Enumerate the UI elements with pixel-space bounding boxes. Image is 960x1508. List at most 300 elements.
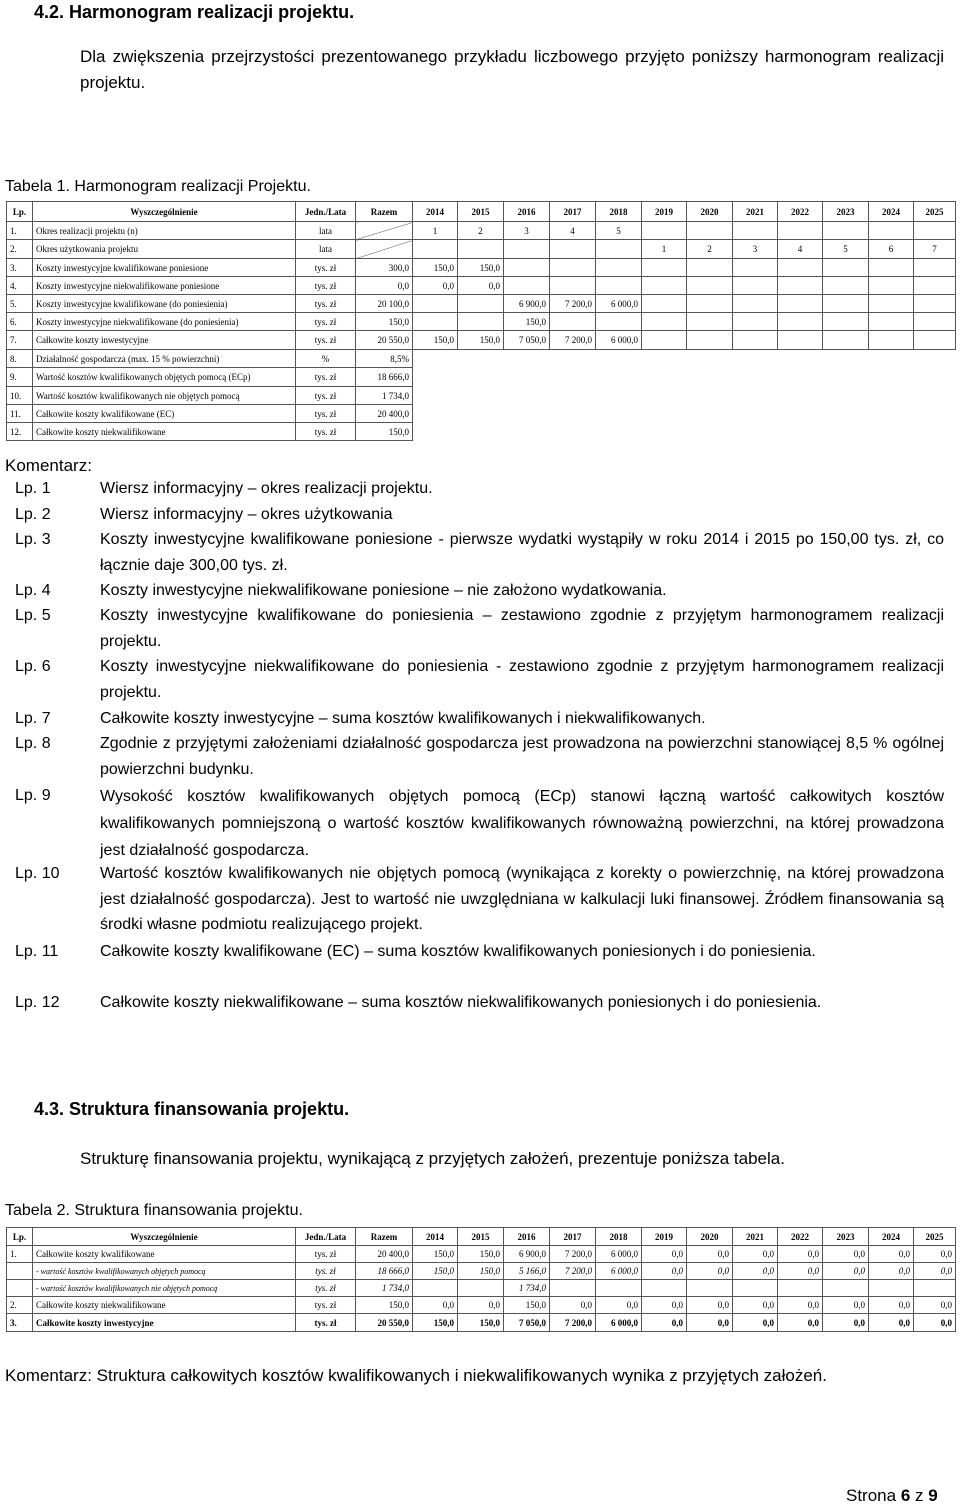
table-row [7,295,956,313]
table-cell [778,259,823,277]
header-cell: 2015 [458,1228,504,1246]
section-heading-4-2: 4.2. Harmonogram realizacji projektu. [34,2,355,22]
table-cell: 6 000,0 [596,1263,642,1280]
comment-lp: Lp. 4 [15,582,51,599]
table-cell [687,295,733,313]
header-cell: Jedn./Lata [296,1228,356,1246]
financing-table-body [7,1246,956,1332]
table-cell: 0,0 [733,1314,778,1332]
table-cell [778,313,823,331]
header-cell: Razem [356,1228,413,1246]
table-cell: 150,0 [458,1263,504,1280]
table-cell: 0,0 [914,1263,956,1280]
table-cell: tys. zł [296,1246,356,1263]
table-cell [869,313,914,331]
comment-text: Koszty inwestycyjne kwalifikowane do poniesienia – zestawiono zgodnie z przyjętym harmonogramem realizacji projektu. [100,607,944,650]
table-cell: 0,0 [869,1297,914,1314]
table-cell: tys. zł [296,368,356,387]
table-cell: 0,0 [642,1263,687,1280]
table-cell [550,1280,596,1297]
table-cell: 0,0 [458,277,504,295]
header-cell: 2023 [823,1228,869,1246]
table-cell [413,1280,458,1297]
table-cell: Koszty inwestycyjne niekwalifikowane poniesione [33,277,296,295]
header-cell: 2017 [550,1228,596,1246]
table-row [7,423,956,441]
page-number [846,1486,938,1506]
header-cell: 2021 [733,202,778,222]
current-page: 6 [900,1486,911,1505]
table-cell [778,295,823,313]
table-cell [823,259,869,277]
comment-text: Całkowite koszty kwalifikowane (EC) – suma kosztów kwalifikowanych poniesionych i do poniesienia. [100,943,816,960]
comment-lp: Lp. 1 [15,480,51,497]
table-cell [596,259,642,277]
table-cell: 0,0 [778,1263,823,1280]
table-cell: 4 [778,240,823,259]
table-cell: 1 734,0 [504,1280,550,1297]
table-cell: 150,0 [458,331,504,350]
page-label: Strona [846,1486,901,1505]
table-cell [458,313,504,331]
table-cell [778,331,823,350]
table-cell: 150,0 [458,259,504,277]
table-cell: 0,0 [356,277,413,295]
table-cell: tys. zł [296,405,356,423]
comment-lp: Lp. 12 [15,994,60,1011]
table-cell: 0,0 [914,1314,956,1332]
table-cell [778,1280,823,1297]
table-cell: Koszty inwestycyjne niekwalifikowane (do poniesienia) [33,313,296,331]
table-cell: 5 [823,240,869,259]
schedule-table-body [7,222,956,441]
table-row [7,313,956,331]
table-cell: 6 000,0 [596,331,642,350]
table-cell [733,331,778,350]
table-cell [733,1280,778,1297]
table-cell: tys. zł [296,259,356,277]
header-cell: 2024 [869,1228,914,1246]
table-cell: 4. [7,277,33,295]
table-cell [823,277,869,295]
table-cell: 150,0 [458,1246,504,1263]
table-row [7,1314,956,1332]
header-cell: Wyszczególnienie [33,202,296,222]
section-4-3-intro: Strukturę finansowania projektu, wynikającą z przyjętych założeń, prezentuje poniższa tabela. [80,1149,785,1168]
table-cell: 3 [504,222,550,240]
table-cell: 1 734,0 [356,1280,413,1297]
header-cell: 2022 [778,1228,823,1246]
table-header-row [7,202,956,222]
table-cell: 1. [7,222,33,240]
table-cell: 1 734,0 [356,387,413,405]
table-cell: Całkowite koszty inwestycyjne [33,1314,296,1332]
table-cell: Wartość kosztów kwalifikowanych nie objętych pomocą [33,387,296,405]
table-cell: 0,0 [733,1246,778,1263]
table-cell: 18 666,0 [356,368,413,387]
comment-text: Koszty inwestycyjne niekwalifikowane do poniesienia - zestawiono zgodnie z przyjętym harmonogramem realizacji projektu. [100,658,944,701]
table-cell [7,1280,33,1297]
table-cell [733,313,778,331]
table-cell: 150,0 [356,1297,413,1314]
table-cell: 20 550,0 [356,331,413,350]
table-cell: 20 100,0 [356,295,413,313]
table-cell: Koszty inwestycyjne kwalifikowane (do poniesienia) [33,295,296,313]
table-cell: 0,0 [596,1297,642,1314]
table-row [7,350,956,368]
comment-text: Wiersz informacyjny – okres realizacji projektu. [100,480,433,497]
table-cell [733,295,778,313]
table-cell [642,222,687,240]
table-cell: - wartość kosztów kwalifikowanych nie objętych pomocą [33,1280,296,1297]
table-cell [823,331,869,350]
table-cell: 20 400,0 [356,405,413,423]
table-cell: Wartość kosztów kwalifikowanych objętych pomocą (ECp) [33,368,296,387]
table-cell [823,313,869,331]
table-cell: 0,0 [914,1297,956,1314]
table-cell [642,331,687,350]
table-cell [413,313,458,331]
page-of: z [910,1486,929,1505]
table-cell: 3. [7,1314,33,1332]
table-cell: 150,0 [356,313,413,331]
table-cell [413,240,458,259]
table-cell [914,1280,956,1297]
table-cell [413,295,458,313]
table-cell [733,222,778,240]
table-cell: 6 000,0 [596,295,642,313]
table-cell: 0,0 [687,1297,733,1314]
table-cell [550,313,596,331]
table-cell [642,295,687,313]
header-cell: Jedn./Lata [296,202,356,222]
table-cell: 6 [869,240,914,259]
table-cell: 0,0 [778,1314,823,1332]
table-cell [642,259,687,277]
table-cell [356,222,413,240]
table-cell: 4 [550,222,596,240]
table-cell [823,1280,869,1297]
comment-list [0,476,960,1046]
table-cell [504,277,550,295]
table-cell: 2 [458,222,504,240]
header-cell: 2022 [778,202,823,222]
table-cell: 0,0 [687,1246,733,1263]
table-cell: Całkowite koszty niekwalifikowane [33,423,296,441]
header-cell: 2020 [687,1228,733,1246]
comment-lp: Lp. 3 [15,531,51,548]
table-cell [914,331,956,350]
header-cell: 2016 [504,1228,550,1246]
table-cell: 0,0 [733,1263,778,1280]
table-row [7,1246,956,1263]
header-cell: 2019 [642,1228,687,1246]
table-cell [642,313,687,331]
table-cell: 18 666,0 [356,1263,413,1280]
table-cell: 11. [7,405,33,423]
table-cell: tys. zł [296,387,356,405]
header-cell: 2021 [733,1228,778,1246]
table-cell [550,240,596,259]
section-heading-4-3: 4.3. Struktura finansowania projektu. [34,1099,350,1119]
table-cell [356,240,413,259]
table-cell: 2. [7,240,33,259]
header-cell: 2020 [687,202,733,222]
header-cell: 2015 [458,202,504,222]
financing-comment: Komentarz: Struktura całkowitych kosztów kwalifikowanych i niekwalifikowanych wynika z przyjętych założeń. [5,1366,827,1385]
table-cell [550,277,596,295]
table-cell [642,1280,687,1297]
table-cell: 3. [7,259,33,277]
table-cell: Całkowite koszty kwalifikowane (EC) [33,405,296,423]
table-cell: tys. zł [296,1263,356,1280]
table-row [7,1280,956,1297]
comment-text: Wysokość kosztów kwalifikowanych objętych pomocą (ECp) stanowi łączną wartość całkowitych kosztów kwalifikowanych pomniejszoną o wartość kosztów kwalifikowanych równoważną powierzchni, na której prowadzona jest działalność gospodarcza. [100,788,944,859]
table-cell: 150,0 [413,259,458,277]
table-cell [687,277,733,295]
table-cell: 7 200,0 [550,331,596,350]
table-cell: 12. [7,423,33,441]
table-cell: 0,0 [778,1297,823,1314]
table1-caption: Tabela 1. Harmonogram realizacji Projektu. [5,178,311,195]
header-cell: 2025 [914,202,956,222]
table-cell: tys. zł [296,277,356,295]
table-cell: tys. zł [296,1280,356,1297]
table-cell: 7 050,0 [504,331,550,350]
table-cell [869,277,914,295]
table-cell: 6 900,0 [504,295,550,313]
comment-text: Koszty inwestycyjne kwalifikowane poniesione - pierwsze wydatki wystąpiły w roku 2014 i 2015 po 150,00 tys. zł, co łącznie daje 300,00 tys. zł. [100,531,944,574]
comment-text: Zgodnie z przyjętymi założeniami działalność gospodarcza jest prowadzona na powierzchni stanowiącej 8,5 % ogólnej powierzchni budynku. [100,735,944,778]
header-cell: Wyszczególnienie [33,1228,296,1246]
table-row [7,387,956,405]
table-cell: 9. [7,368,33,387]
table-cell: 3 [733,240,778,259]
header-cell: 2025 [914,1228,956,1246]
table-cell [596,277,642,295]
table-cell [687,1280,733,1297]
table-cell [687,331,733,350]
table-cell: 10. [7,387,33,405]
table-cell [550,259,596,277]
table-cell: 0,0 [823,1314,869,1332]
table-cell: 0,0 [413,1297,458,1314]
comment-lp: Lp. 11 [15,943,59,960]
table-cell: 150,0 [504,1297,550,1314]
table-cell: 0,0 [914,1246,956,1263]
table-cell: Okres realizacji projektu (n) [33,222,296,240]
table-cell: 0,0 [823,1297,869,1314]
table-cell: 0,0 [642,1297,687,1314]
table-cell: Całkowite koszty kwalifikowane [33,1246,296,1263]
table-cell: 7 200,0 [550,295,596,313]
comment-text: Całkowite koszty inwestycyjne – suma kosztów kwalifikowanych i niekwalifikowanych. [100,710,706,727]
table-cell [869,222,914,240]
table2-caption: Tabela 2. Struktura finansowania projektu. [5,1202,303,1219]
table-cell: tys. zł [296,331,356,350]
comment-text: Całkowite koszty niekwalifikowane – suma kosztów niekwalifikowanych poniesionych i do poniesienia. [100,994,822,1011]
comment-lp: Lp. 6 [15,658,51,675]
table-cell: 0,0 [778,1246,823,1263]
table-cell: % [296,350,356,368]
table-cell [733,277,778,295]
comment-text: Wiersz informacyjny – okres użytkowania [100,506,393,523]
table-cell [914,277,956,295]
table-cell: 7. [7,331,33,350]
table-cell [778,277,823,295]
table-cell: Całkowite koszty inwestycyjne [33,331,296,350]
table-cell: 150,0 [504,313,550,331]
table-cell [504,240,550,259]
table-cell: 0,0 [642,1246,687,1263]
table-cell: 5 166,0 [504,1263,550,1280]
table-cell: 150,0 [458,1314,504,1332]
table-cell [914,295,956,313]
table-cell [869,295,914,313]
table-cell: 300,0 [356,259,413,277]
header-cell: Lp. [7,202,33,222]
table-cell: lata [296,222,356,240]
table-cell [869,331,914,350]
table-cell: tys. zł [296,313,356,331]
table-row [7,222,956,240]
table-cell: 5 [596,222,642,240]
table-cell: tys. zł [296,423,356,441]
comment-lp: Lp. 5 [15,607,51,624]
table-cell: 0,0 [869,1246,914,1263]
table-cell: 0,0 [869,1263,914,1280]
table-cell: 0,0 [413,277,458,295]
comment-lp: Lp. 9 [15,787,51,804]
table-cell [914,259,956,277]
table-cell: lata [296,240,356,259]
table-row [7,1263,956,1280]
financing-table [6,1227,956,1332]
table-cell [823,295,869,313]
table-cell [823,222,869,240]
table-row [7,331,956,350]
table-cell: tys. zł [296,1297,356,1314]
table-header-row [7,1228,956,1246]
table-cell: 7 200,0 [550,1246,596,1263]
table-cell: tys. zł [296,295,356,313]
table-cell: 6 900,0 [504,1246,550,1263]
table-cell [596,1280,642,1297]
table-cell [914,222,956,240]
table-cell: 6. [7,313,33,331]
table-cell: 0,0 [550,1297,596,1314]
table-cell [596,240,642,259]
table-cell: 150,0 [356,423,413,441]
table-cell [458,1280,504,1297]
comment-lp: Lp. 2 [15,506,51,523]
table-cell: 150,0 [413,1314,458,1332]
table-cell: 8. [7,350,33,368]
table-cell: 150,0 [413,331,458,350]
table-cell: 150,0 [413,1263,458,1280]
header-cell: 2018 [596,202,642,222]
header-cell: Lp. [7,1228,33,1246]
table-cell: 1 [413,222,458,240]
table-cell: 2. [7,1297,33,1314]
header-cell: Razem [356,202,413,222]
table-cell: 0,0 [687,1314,733,1332]
table-cell: 7 [914,240,956,259]
table-row [7,259,956,277]
table-cell [7,1263,33,1280]
header-cell: 2016 [504,202,550,222]
header-cell: 2014 [413,202,458,222]
table-cell: 20 400,0 [356,1246,413,1263]
table-cell: 7 200,0 [550,1263,596,1280]
table-cell: tys. zł [296,1314,356,1332]
table-cell [869,259,914,277]
table-cell: Działalność gospodarcza (max. 15 % powierzchni) [33,350,296,368]
table-cell [596,313,642,331]
header-cell: 2014 [413,1228,458,1246]
table-cell: 1 [642,240,687,259]
comment-text: Koszty inwestycyjne niekwalifikowane poniesione – nie założono wydatkowania. [100,582,667,599]
table-cell: Całkowite koszty niekwalifikowane [33,1297,296,1314]
table-cell [687,259,733,277]
table-cell: 7 200,0 [550,1314,596,1332]
comment-lp: Lp. 10 [15,865,60,882]
table-cell [914,313,956,331]
table-cell: 5. [7,295,33,313]
table-cell [778,222,823,240]
schedule-table [6,201,956,441]
table-cell: 6 000,0 [596,1314,642,1332]
header-cell: 2024 [869,202,914,222]
table-cell [504,259,550,277]
header-cell: 2017 [550,202,596,222]
header-cell: 2018 [596,1228,642,1246]
table-row [7,240,956,259]
table-row [7,405,956,423]
table-row [7,277,956,295]
table-cell: Okres użytkowania projektu [33,240,296,259]
comment-text: Wartość kosztów kwalifikowanych nie objętych pomocą (wynikająca z korekty o powierzchnię, na której prowadzona jest działalność gospodarcza). Jest to wartość nie uwzględniana w kalkulacji luki finansowej. Źródłem finansowania są środki własne podmiotu realizującego projekt. [100,865,944,933]
table-cell [458,295,504,313]
table-cell: 0,0 [733,1297,778,1314]
table-row [7,368,956,387]
header-cell: 2019 [642,202,687,222]
table-cell: 150,0 [413,1246,458,1263]
table-cell: 0,0 [458,1297,504,1314]
table-cell [687,313,733,331]
table-cell [869,1280,914,1297]
table-cell: 0,0 [823,1263,869,1280]
table-row [7,1297,956,1314]
section-4-2-intro: Dla zwiększenia przejrzystości prezentowanego przykładu liczbowego przyjęto poniższy harmonogram realizacji projektu. [80,47,944,92]
comment-lp: Lp. 8 [15,735,51,752]
header-cell: 2023 [823,202,869,222]
table-cell: 8,5% [356,350,413,368]
comment-lp: Lp. 7 [15,710,51,727]
table-cell: 0,0 [687,1263,733,1280]
table-cell [458,240,504,259]
table-cell: 7 050,0 [504,1314,550,1332]
table-cell: Koszty inwestycyjne kwalifikowane poniesione [33,259,296,277]
table-cell: 6 000,0 [596,1246,642,1263]
table-cell: 2 [687,240,733,259]
table-cell: - wartość kosztów kwalifikowanych objętych pomocą [33,1263,296,1280]
table-cell [642,277,687,295]
table-cell: 20 550,0 [356,1314,413,1332]
table-cell [733,259,778,277]
table-cell: 1. [7,1246,33,1263]
table-cell: 0,0 [823,1246,869,1263]
